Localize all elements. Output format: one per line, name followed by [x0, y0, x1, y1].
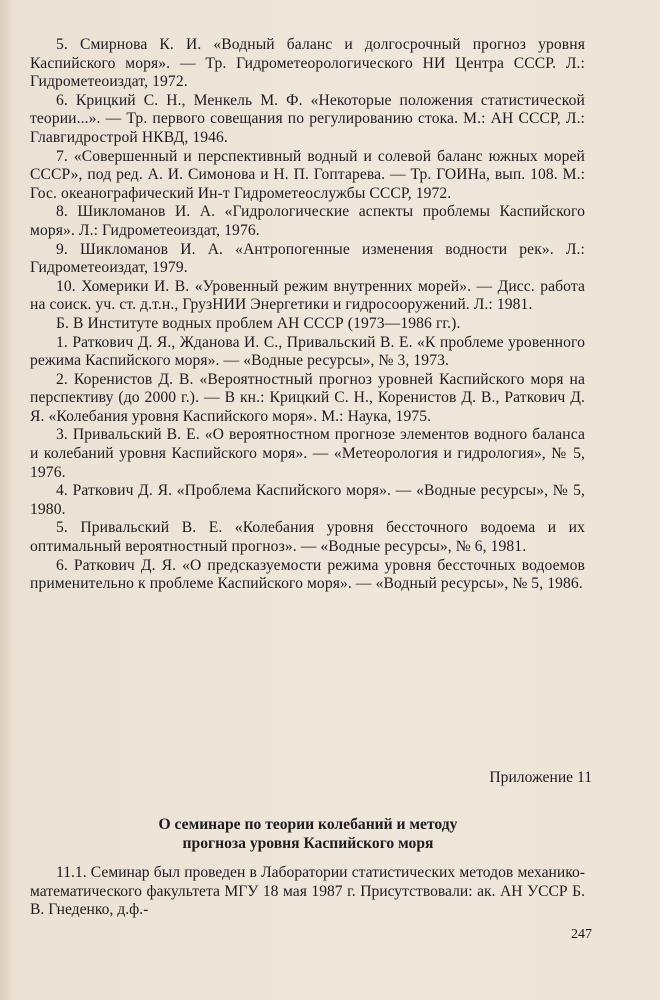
reference-item: 6. Крицкий С. Н., Менкель М. Ф. «Некоторые положения статистической теории...». — Тр. первого совещания по регулированию стока. М.: АН СССР, Л.: Главгидрострой НКВД, 1946. — [30, 91, 585, 146]
section-title-line: О семинаре по теории колебаний и методу — [158, 816, 458, 833]
page-number: 247 — [571, 927, 592, 942]
appendix-label: Приложение 11 — [489, 769, 592, 786]
reference-item: 10. Хомерики И. В. «Уровенный режим внутренних морей». — Дисс. работа на соиск. уч. ст. д.т.н., ГрузНИИ Энергетики и гидросооружений. Л.: 1981. — [30, 277, 585, 314]
reference-item: 4. Раткович Д. Я. «Проблема Каспийского моря». — «Водные ресурсы», № 5, 1980. — [30, 482, 585, 518]
reference-item: 1. Раткович Д. Я., Жданова И. С., Привальский В. Е. «К проблеме уровенного режима Каспийского моря». — «Водные ресурсы», № 3, 1973. — [30, 333, 585, 370]
section-title — [96, 816, 520, 853]
reference-item: 5. Привальский В. Е. «Колебания уровня бессточного водоема и их оптимальный вероятностный прогноз». — «Водные ресурсы», № 6, 1981. — [30, 519, 585, 556]
reference-item: 9. Шикломанов И. А. «Антропогенные изменения водности рек». Л.: Гидрометеоиздат, 1979. — [30, 240, 585, 277]
section-title-line: прогноза уровня Каспийского моря — [182, 834, 434, 852]
body-paragraph: 11.1. Семинар был проведен в Лаборатории статистических методов механико-математического факультета МГУ 18 мая 1987 г. Присутствовали: ак. АН УССР Б. В. Гнеденко, д.ф.- — [30, 864, 585, 919]
reference-item: 5. Смирнова К. И. «Водный баланс и долгосрочный прогноз уровня Каспийского моря». — Тр. Гидрометеорологического НИ Центра СССР. Л.: Гидрометеоиздат, 1972. — [30, 36, 585, 91]
reference-section-heading: Б. В Институте водных проблем АН СССР (1973—1986 гг.). — [56, 314, 461, 332]
reference-item: 6. Раткович Д. Я. «О предсказуемости режима уровня бессточных водоемов применительно к проблеме Каспийского моря». — «Водный ресурсы», № 5, 1986. — [30, 556, 585, 593]
reference-item: 7. «Совершенный и перспективный водный и солевой баланс южных морей СССР», под ред. А. И. Симонова и Н. П. Гоптарева. — Тр. ГОИНа, вып. 108. М.: Гос. океанографический Ин-т Гидрометеослужбы СССР, 1972. — [30, 147, 585, 202]
reference-item: 2. Коренистов Д. В. «Вероятностный прогноз уровней Каспийского моря на перспективу (до 2000 г.). — В кн.: Крицкий С. Н., Коренистов Д. В., Раткович Д. Я. «Колебания уровня Каспийского моря». М.: Наука, 1975. — [30, 370, 585, 425]
reference-list — [30, 36, 585, 594]
reference-item: 8. Шикломанов И. А. «Гидрологические аспекты проблемы Каспийского моря». Л.: Гидрометеоиздат, 1976. — [30, 203, 585, 239]
reference-item: 3. Привальский В. Е. «О вероятностном прогнозе элементов водного баланса и колебаний уровня Каспийского моря». — «Метеорология и гидрология», № 5, 1976. — [30, 426, 585, 481]
